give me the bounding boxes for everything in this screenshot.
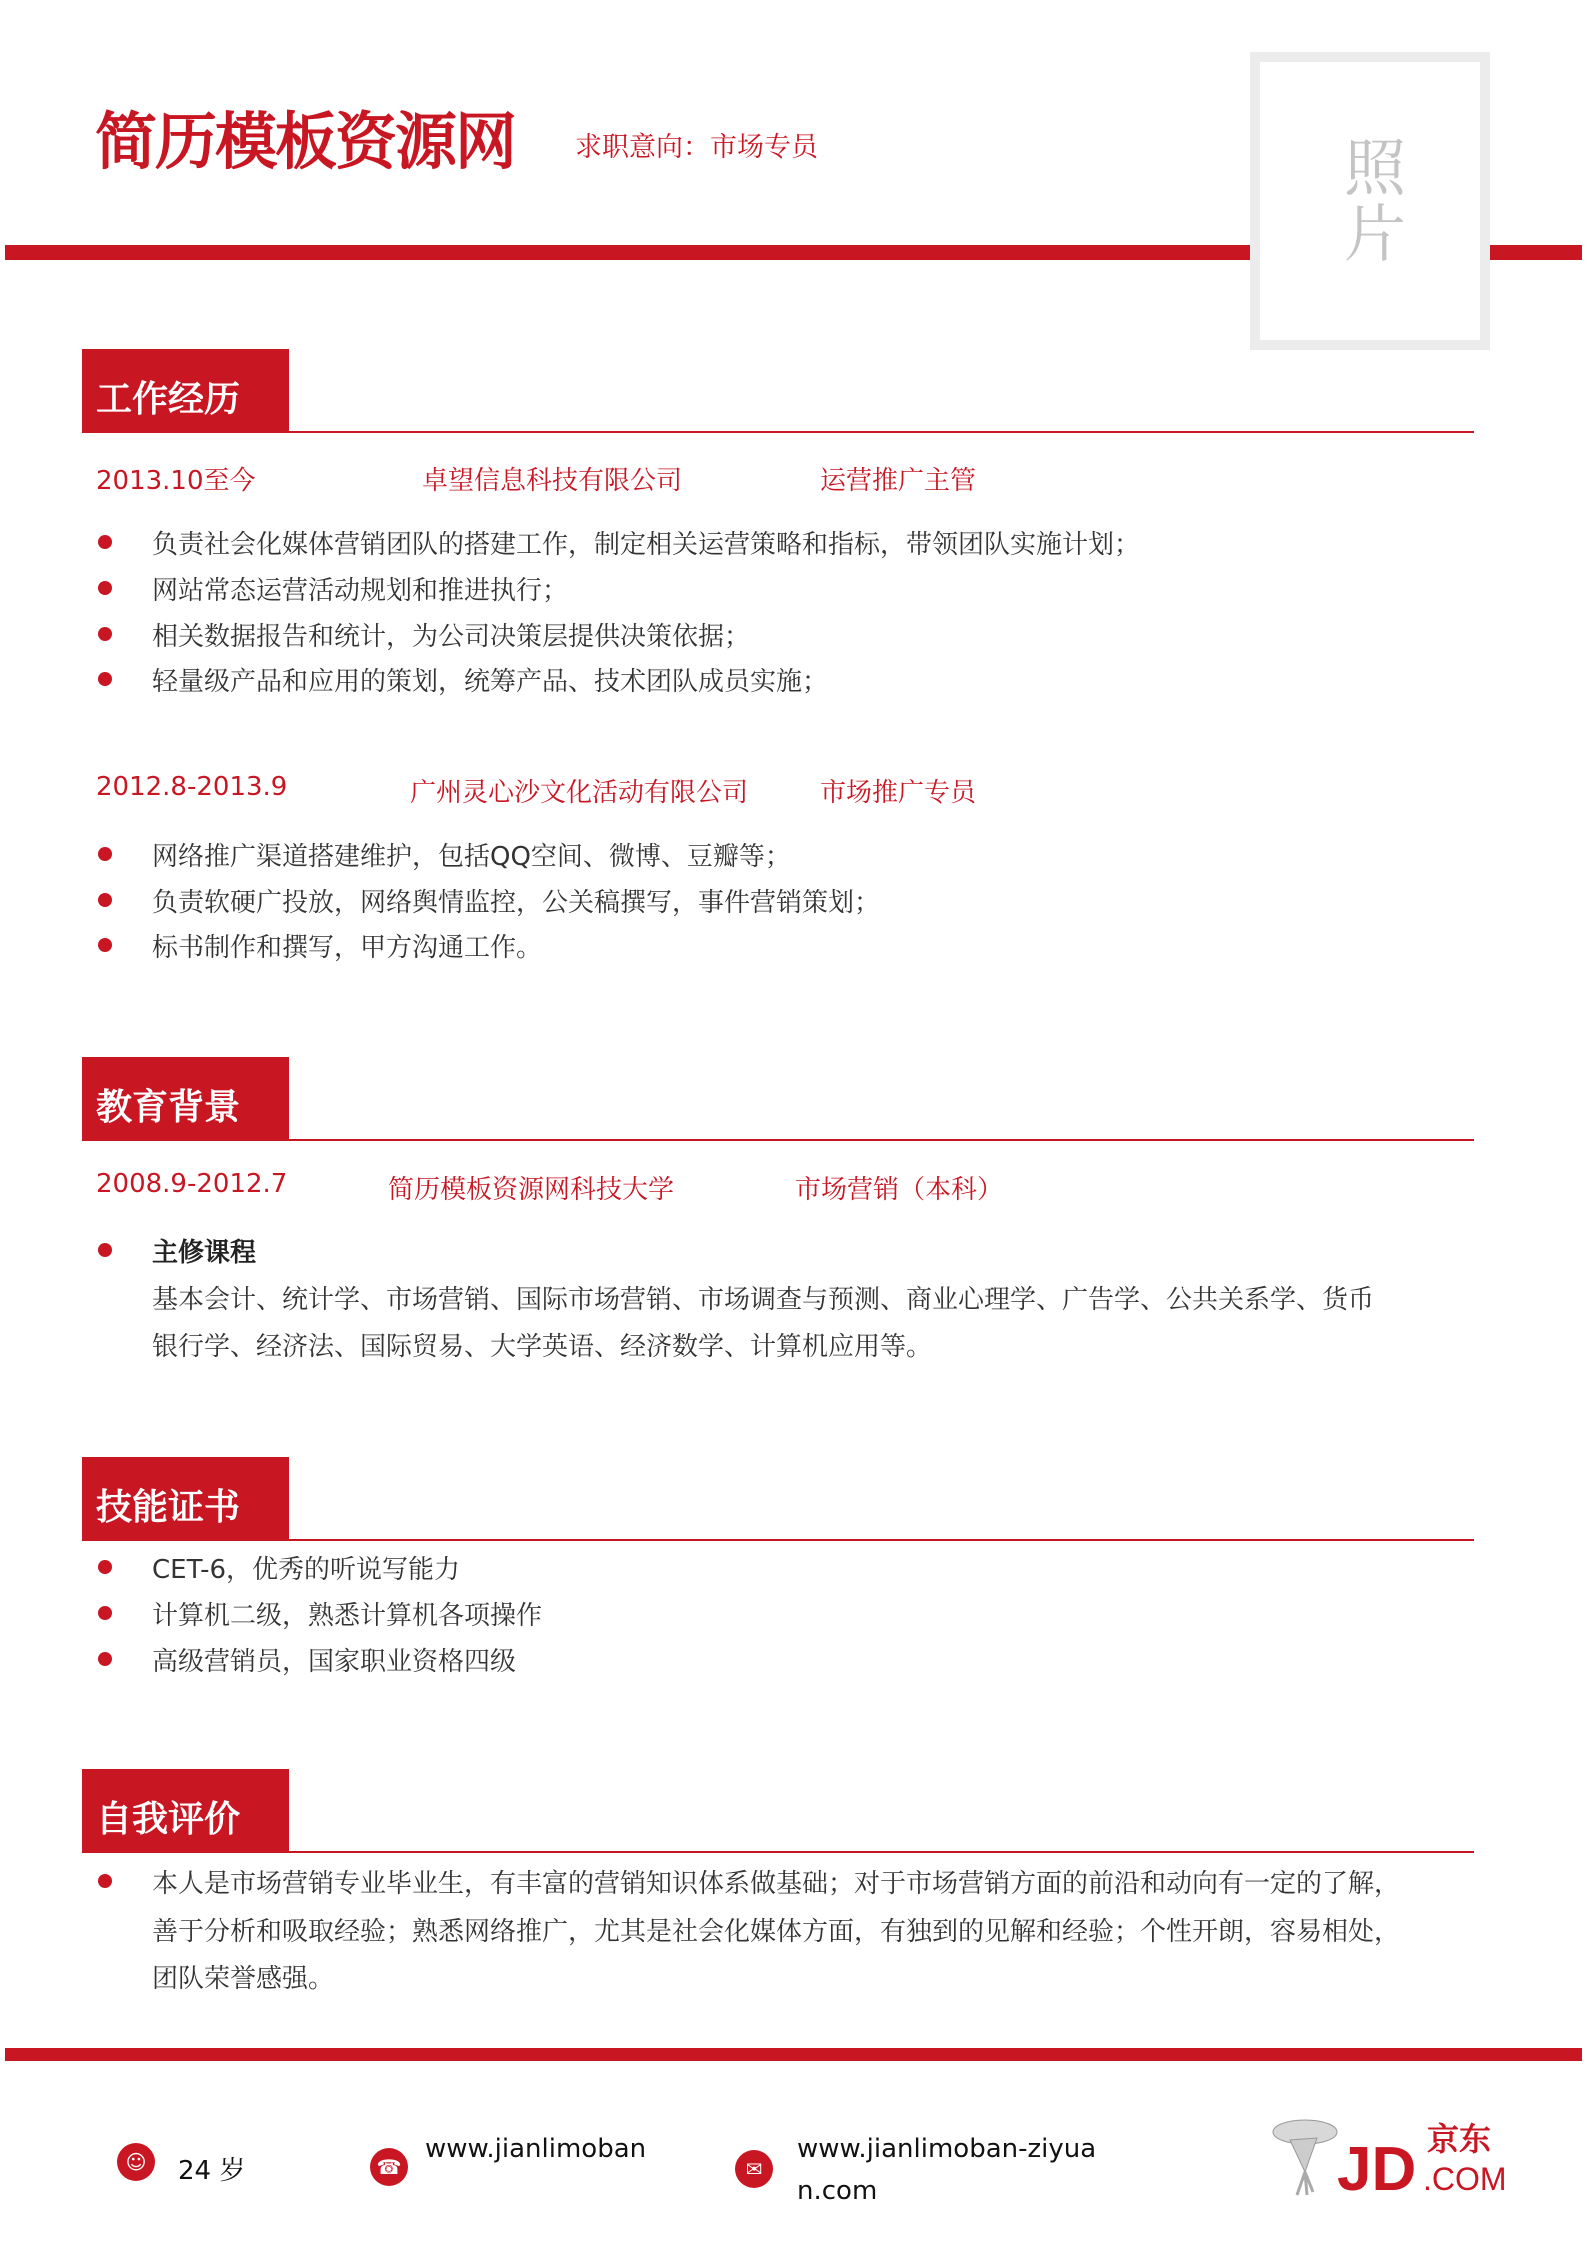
courses-text: 银行学、经济法、国际贸易、大学英语、经济数学、计算机应用等。 [152, 1332, 933, 1362]
list-item-text: 网站常态运营活动规划和推进执行； [152, 576, 569, 606]
self-eval-text: 本人是市场营销专业毕业生，有丰富的营销知识体系做基础；对于市场营销方面的前沿和动向有一定的了解， [152, 1869, 1401, 1899]
svg-text:JD: JD [1337, 2135, 1417, 2200]
list-item-text: CET-6，优秀的听说写能力 [152, 1555, 461, 1585]
section-rule [82, 1539, 1474, 1541]
edu-major: 市场营销（本科） [795, 1175, 1004, 1205]
self-eval-text: 善于分析和吸取经验；熟悉网络推广，尤其是社会化媒体方面，有独到的见解和经验；个性开朗，容易相处， [152, 1917, 1401, 1947]
job-date: 2013.10至今 [96, 466, 256, 496]
age-text: 24 岁 [178, 2156, 246, 2186]
job-role: 市场推广专员 [820, 778, 977, 808]
bottom-divider-bar [5, 2048, 1582, 2061]
job-date: 2012.8-2013.9 [96, 772, 288, 802]
courses-title: 主修课程 [152, 1238, 257, 1268]
list-item-text: 高级营销员，国家职业资格四级 [152, 1647, 517, 1677]
self-eval-text: 团队荣誉感强。 [152, 1964, 335, 1994]
photo-placeholder [1250, 52, 1490, 350]
section-rule [82, 1139, 1474, 1141]
photo-label: 照片 [1333, 135, 1407, 267]
email-text: n.com [797, 2176, 878, 2206]
svg-text:.COM: .COM [1423, 2161, 1507, 2197]
job-objective: 求职意向：市场专员 [575, 132, 818, 163]
email-icon: ✉ [735, 2150, 773, 2188]
phone-text: www.jianlimoban [425, 2134, 647, 2164]
phone-icon: ☎ [370, 2148, 408, 2186]
list-item-text: 计算机二级，熟悉计算机各项操作 [152, 1601, 543, 1631]
list-item-text: 负责社会化媒体营销团队的搭建工作，制定相关运营策略和指标，带领团队实施计划； [152, 530, 1141, 560]
email-text: www.jianlimoban-ziyua [797, 2134, 1097, 2164]
list-item-text: 负责软硬广投放，网络舆情监控，公关稿撰写，事件营销策划； [152, 888, 881, 918]
jd-logo [1255, 2110, 1510, 2200]
list-item-text: 轻量级产品和应用的策划，统筹产品、技术团队成员实施； [152, 667, 829, 697]
job-company: 广州灵心沙文化活动有限公司 [410, 778, 749, 808]
section-header-work: 工作经历 [82, 349, 289, 432]
job-role: 运营推广主管 [820, 466, 977, 496]
edu-date: 2008.9-2012.7 [96, 1169, 288, 1199]
section-header-education: 教育背景 [82, 1057, 289, 1140]
job-company: 卓望信息科技有限公司 [422, 466, 683, 496]
section-header-skills: 技能证书 [82, 1457, 289, 1540]
svg-text:京东: 京东 [1427, 2120, 1492, 2158]
user-icon: ☺ [117, 2143, 155, 2181]
section-rule [82, 1851, 1474, 1853]
edu-school: 简历模板资源网科技大学 [388, 1175, 675, 1205]
resume-name: 简历模板资源网 [95, 105, 516, 178]
section-rule [82, 431, 1474, 433]
list-item-text: 网络推广渠道搭建维护，包括QQ空间、微博、豆瓣等； [152, 842, 791, 872]
list-item-text: 标书制作和撰写，甲方沟通工作。 [152, 933, 543, 963]
section-header-self: 自我评价 [82, 1769, 289, 1852]
courses-text: 基本会计、统计学、市场营销、国际市场营销、市场调查与预测、商业心理学、广告学、公共关系学、货币 [152, 1285, 1375, 1315]
list-item-text: 相关数据报告和统计，为公司决策层提供决策依据； [152, 622, 751, 652]
